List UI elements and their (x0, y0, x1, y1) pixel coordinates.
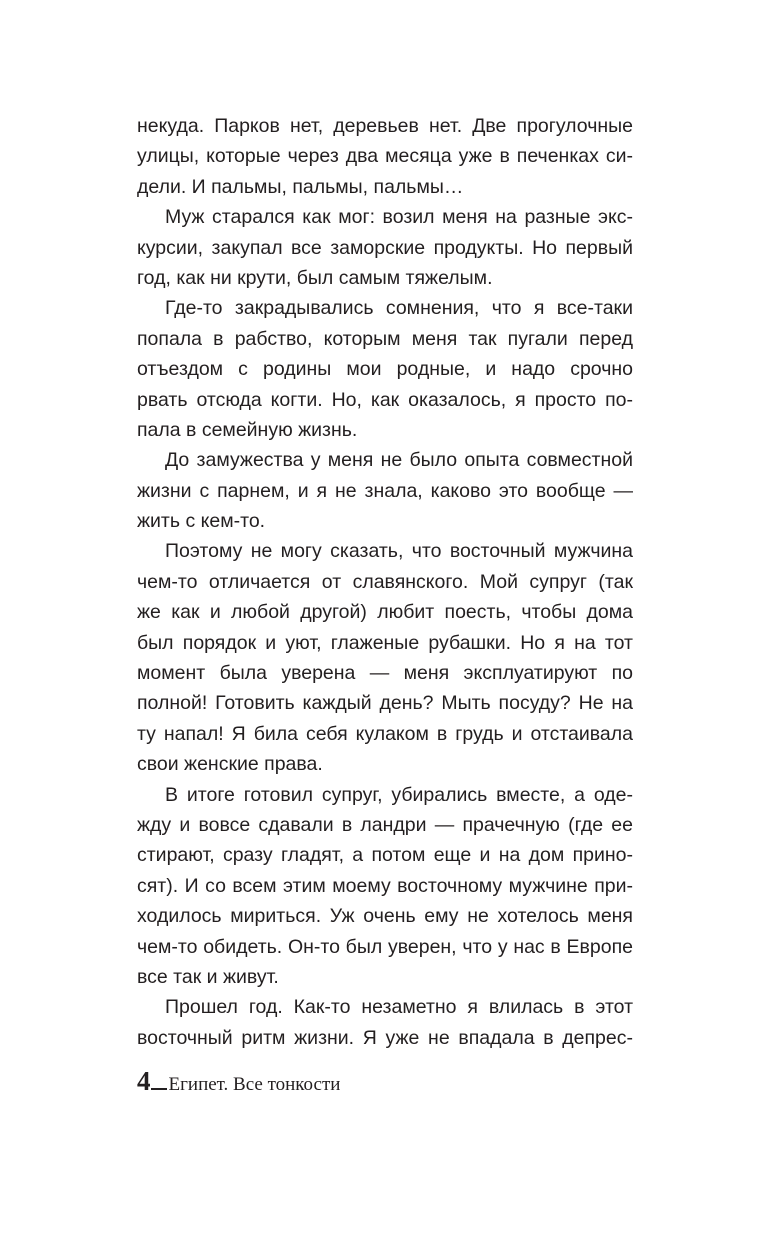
text-line: некуда. Парков нет, деревьев нет. Две прогулочные (137, 115, 633, 137)
text-line: жизни с парнем, и я не знала, каково это вообще — (137, 479, 633, 502)
text-line: До замужества у меня не было опыта совместной (165, 449, 633, 472)
text-line: Прошел год. Как-то незаметно я влилась в этот (165, 996, 633, 1019)
text-line: Поэтому не могу сказать, что восточный мужчина (165, 540, 633, 563)
text-line: все так и живут. (137, 965, 279, 988)
text-line: восточный ритм жизни. Я уже не впадала в депрес- (137, 1026, 633, 1049)
text-line: жить с кем-то. (137, 510, 266, 533)
page-body (137, 111, 633, 1053)
text-line: рвать отсюда когти. Но, как оказалось, я просто по- (137, 388, 633, 411)
text-line: сят). И со всем этим моему восточному мужчине при- (137, 874, 633, 897)
text-line: чем-то отличается от славянского. Мой супруг (так (137, 570, 633, 593)
text-line: полной! Готовить каждый день? Мыть посуду? Не на (137, 692, 633, 715)
text-line: Где-то закрадывались сомнения, что я все-таки (165, 297, 633, 320)
text-line: ту напал! Я била себя кулаком в грудь и отстаивала (137, 722, 633, 745)
text-line: был порядок и уют, глаженые рубашки. Но я на тот (137, 631, 633, 654)
text-line: отъездом с родины мои родные, и надо срочно (137, 358, 633, 381)
text-line: жду и вовсе сдавали в ландри — прачечную (где ее (137, 813, 633, 836)
text-line: В итоге готовил супруг, убирались вместе, а оде- (165, 783, 633, 806)
page-number: 4 (137, 1066, 151, 1096)
text-line: чем-то обидеть. Он-то был уверен, что у нас в Европе (137, 935, 633, 958)
text-line: Муж старался как мог: возил меня на разные экс- (165, 206, 633, 229)
text-line: же как и любой другой) любит поесть, чтобы дома (137, 601, 633, 624)
running-title: Египет. Все тонкости (168, 1074, 341, 1095)
text-line: улицы, которые через два месяца уже в печенках си- (137, 145, 633, 168)
text-line: дели. И пальмы, пальмы, пальмы… (137, 175, 464, 198)
text-line: стирают, сразу гладят, а потом еще и на дом прино- (137, 844, 633, 867)
footer-underline (151, 1088, 167, 1090)
text-line: пала в семейную жизнь. (137, 418, 358, 441)
text-line: год, как ни крути, был самым тяжелым. (137, 266, 493, 289)
text-line: попала в рабство, которым меня так пугали перед (137, 327, 633, 350)
text-line: курсии, закупал все заморские продукты. Но первый (137, 236, 633, 259)
text-line: момент была уверена — меня эксплуатируют по (137, 662, 633, 685)
text-line: свои женские права. (137, 753, 323, 776)
page-footer (137, 1066, 340, 1101)
text-line: ходилось мириться. Уж очень ему не хотелось меня (137, 905, 633, 928)
